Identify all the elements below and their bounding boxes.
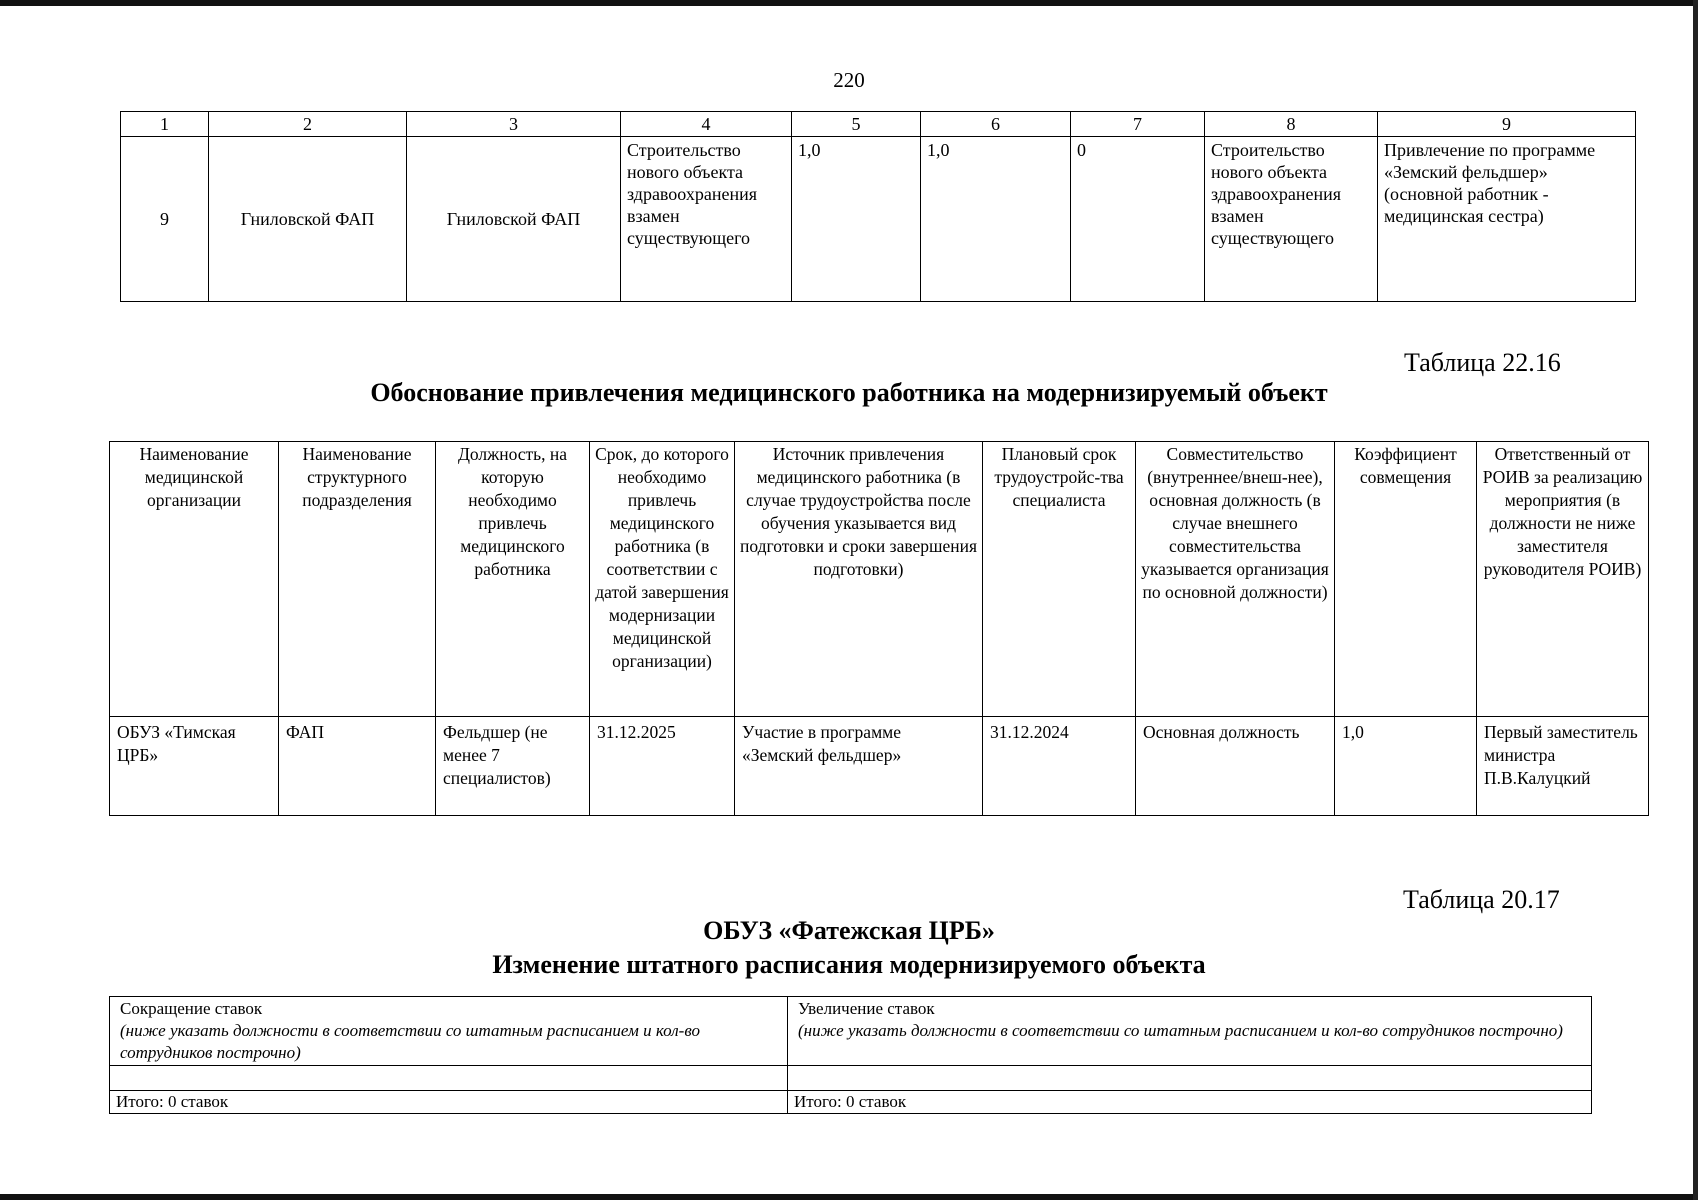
column-number-row — [121, 112, 1636, 137]
page-number: 220 — [833, 68, 865, 92]
column-header: Плановый срок трудоустройс-тва специалиста — [983, 442, 1136, 717]
table-cell: Гниловской ФАП — [209, 137, 407, 302]
table-title: Изменение штатного расписания модернизируемого объекта — [492, 950, 1206, 979]
reduction-note: (ниже указать должности в соответствии со штатным расписанием и кол-во сотрудников построчно) — [120, 1021, 700, 1062]
table-cell: Привлечение по программе «Земский фельдшер» (основной работник - медицинская сестра) — [1378, 137, 1636, 302]
table-number: Таблица 20.17 — [1403, 885, 1560, 914]
col-number: 1 — [121, 112, 209, 137]
continuation-table — [120, 111, 1636, 302]
table-cell: 9 — [121, 137, 209, 302]
column-header: Наименование структурного подразделения — [279, 442, 436, 717]
table-number: Таблица 22.16 — [1404, 348, 1561, 377]
col-number: 6 — [921, 112, 1071, 137]
table-row — [121, 137, 1636, 302]
table-cell: Гниловской ФАП — [407, 137, 621, 302]
column-header: Ответственный от РОИВ за реализацию мероприятия (в должности не ниже заместителя руководителя РОИВ) — [1477, 442, 1649, 717]
increase-note: (ниже указать должности в соответствии со штатным расписанием и кол-во сотрудников построчно) — [798, 1021, 1563, 1040]
table-cell: 31.12.2025 — [590, 717, 735, 816]
table-cell: Строительство нового объекта здравоохранения взамен существующего — [1205, 137, 1378, 302]
table-title: Обоснование привлечения медицинского работника на модернизируемый объект — [370, 378, 1328, 407]
recruitment-table — [109, 441, 1649, 816]
table-row — [110, 717, 1649, 816]
table-cell — [110, 1066, 788, 1091]
total-row — [110, 1091, 1592, 1114]
reduction-label: Сокращение ставок — [120, 999, 263, 1018]
reduction-total: Итого: 0 ставок — [110, 1091, 788, 1114]
table-cell — [788, 1066, 1592, 1091]
col-number: 8 — [1205, 112, 1378, 137]
scan-edge-bottom — [0, 1194, 1698, 1200]
column-header: Совместительство (внутреннее/внеш-нее), основная должность (в случае внешнего совместительства указывается организация по основной должности) — [1136, 442, 1335, 717]
column-header: Наименование медицинской организации — [110, 442, 279, 717]
increase-total: Итого: 0 ставок — [788, 1091, 1592, 1114]
increase-header — [788, 997, 1592, 1066]
col-number: 3 — [407, 112, 621, 137]
header-row — [110, 997, 1592, 1066]
scan-edge-right — [1693, 0, 1698, 1200]
increase-label: Увеличение ставок — [798, 999, 935, 1018]
column-header: Коэффициент совмещения — [1335, 442, 1477, 717]
table-cell: Основная должность — [1136, 717, 1335, 816]
reduction-header — [110, 997, 788, 1066]
column-header: Должность, на которую необходимо привлечь медицинского работника — [436, 442, 590, 717]
table-cell: Фельдшер (не менее 7 специалистов) — [436, 717, 590, 816]
col-number: 4 — [621, 112, 792, 137]
col-number: 9 — [1378, 112, 1636, 137]
organization-title: ОБУЗ «Фатежская ЦРБ» — [703, 916, 995, 945]
column-header: Источник привлечения медицинского работника (в случае трудоустройства после обучения указывается вид подготовки и сроки завершения подготовки) — [735, 442, 983, 717]
col-number: 7 — [1071, 112, 1205, 137]
col-number: 5 — [792, 112, 921, 137]
table-cell: Участие в программе «Земский фельдшер» — [735, 717, 983, 816]
col-number: 2 — [209, 112, 407, 137]
table-row — [110, 1066, 1592, 1091]
scan-edge-top — [0, 0, 1698, 6]
table-cell: 31.12.2024 — [983, 717, 1136, 816]
table-cell: 1,0 — [921, 137, 1071, 302]
table-cell: 1,0 — [1335, 717, 1477, 816]
table-cell: 0 — [1071, 137, 1205, 302]
table-cell: 1,0 — [792, 137, 921, 302]
table-cell: Строительство нового объекта здравоохранения взамен существующего — [621, 137, 792, 302]
staffing-table — [109, 996, 1592, 1114]
column-header: Срок, до которого необходимо привлечь медицинского работника (в соответствии с датой завершения модернизации медицинской организации) — [590, 442, 735, 717]
table-cell: ОБУЗ «Тимская ЦРБ» — [110, 717, 279, 816]
table-cell: Первый заместитель министра П.В.Калуцкий — [1477, 717, 1649, 816]
header-row — [110, 442, 1649, 717]
table-cell: ФАП — [279, 717, 436, 816]
